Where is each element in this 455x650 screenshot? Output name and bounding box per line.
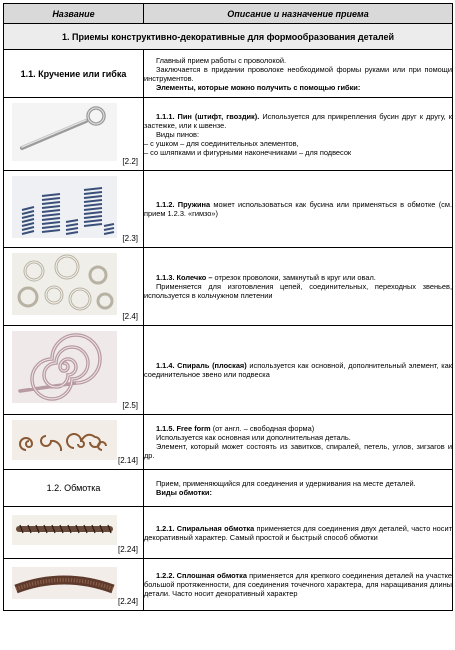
item-extra: Виды пинов: <box>156 129 200 139</box>
image-cell <box>4 326 144 415</box>
list-item: – со шляпками и фигурными наконечниками – для подвесок <box>144 147 352 157</box>
item-term: 1.1.1. Пин (штифт, гвоздик). <box>156 111 260 121</box>
spiral-image <box>12 331 117 403</box>
description-line: Заключается в придании проволоке необходимой формы руками или при помощи инструментов. <box>144 64 452 83</box>
header-description: Описание и назначение приема <box>144 4 453 24</box>
figure-ref: [2.24] <box>117 545 138 554</box>
subsection-title: 1.1. Кручение или гибка <box>4 50 144 98</box>
item-term: 1.1.3. Колечко – <box>156 273 213 282</box>
item-text: отрезок проволоки, замкнутый в круг или овал. <box>214 273 376 282</box>
item-term: 1.1.5. Free form <box>156 424 211 433</box>
subsection-description <box>144 470 453 507</box>
header-name: Название <box>4 4 144 24</box>
description-line: Главный прием работы с проволокой. <box>156 55 287 65</box>
section-row <box>4 24 453 50</box>
figure-ref: [2.3] <box>122 234 138 243</box>
figure-ref: [2.5] <box>122 401 138 410</box>
image-cell <box>4 415 144 470</box>
image-cell <box>4 98 144 171</box>
subsection-title: 1.2. Обмотка <box>4 470 144 507</box>
solid-winding-image <box>12 567 117 599</box>
item-description <box>144 248 453 326</box>
item-extra: Используется как основная или дополнительная деталь. <box>156 433 351 442</box>
image-cell <box>4 171 144 248</box>
item-description <box>144 559 453 611</box>
subsection-description <box>144 50 453 98</box>
item-description <box>144 415 453 470</box>
item-term: 1.2.2. Сплошная обмотка <box>156 571 247 580</box>
item-text: (от англ. – свободная форма) <box>212 424 315 433</box>
item-text: Используется для прикрепления бусин друг к другу, к застежке, или к швензе. <box>144 111 452 130</box>
item-text: используется как основной, дополнительный элемент, как соединительное звено или подвеска <box>144 361 452 379</box>
table-row <box>4 248 453 326</box>
figure-ref: [2.2] <box>122 157 138 166</box>
table-row <box>4 171 453 248</box>
item-description <box>144 171 453 248</box>
table-row <box>4 415 453 470</box>
table-row <box>4 559 453 611</box>
section-title: 1. Приемы конструктивно-декоративные для формообразования деталей <box>4 24 453 50</box>
springs-image <box>12 176 117 238</box>
figure-ref: [2.4] <box>122 312 138 321</box>
item-description <box>144 98 453 171</box>
table-header-row <box>4 4 453 24</box>
spiral-winding-image <box>12 515 117 545</box>
description-line: Виды обмотки: <box>156 488 212 497</box>
table-row <box>4 507 453 559</box>
table-row <box>4 470 453 507</box>
item-text: применяется для соединения двух деталей, часто носит декоративный характер. Самый простой и быстрый способ обмотки <box>144 523 452 542</box>
pin-image <box>12 103 117 161</box>
item-description <box>144 507 453 559</box>
item-term: 1.1.2. Пружина <box>156 200 211 209</box>
table-row <box>4 326 453 415</box>
item-text: применяется для крепкого соединения деталей на участке большой протяженности, для соединения точечного характера, для наращивания длины детали. Часто носит декоративный характер <box>144 571 453 598</box>
table-row <box>4 98 453 171</box>
item-term: 1.1.4. Спираль (плоская) <box>156 361 247 370</box>
rings-image <box>12 253 117 315</box>
table-row <box>4 50 453 98</box>
figure-ref: [2.24] <box>117 597 138 606</box>
item-text: может использоваться как бусина или применяться в обмотке (см. прием 1.2.3. «гимзо») <box>144 200 452 218</box>
description-line: Прием, применяющийся для соединения и удерживания на месте деталей. <box>156 479 416 488</box>
description-line: Элементы, которые можно получить с помощью гибки: <box>156 82 361 92</box>
free-form-image <box>12 420 117 460</box>
list-item: – с ушком – для соединительных элементов, <box>144 138 299 148</box>
item-extra: Элемент, который может состоять из завитков, спиралей, петель, углов, зигзагов и др. <box>144 442 452 460</box>
item-extra: Применяется для изготовления цепей, соединительных, переходных звеньев, используется в кольчужном плетении <box>144 282 452 300</box>
techniques-table <box>3 3 453 611</box>
pin-types-list <box>144 139 452 157</box>
figure-ref: [2.14] <box>117 456 138 465</box>
image-cell <box>4 248 144 326</box>
item-term: 1.2.1. Спиральная обмотка <box>156 523 255 533</box>
item-description <box>144 326 453 415</box>
image-cell <box>4 559 144 611</box>
image-cell <box>4 507 144 559</box>
